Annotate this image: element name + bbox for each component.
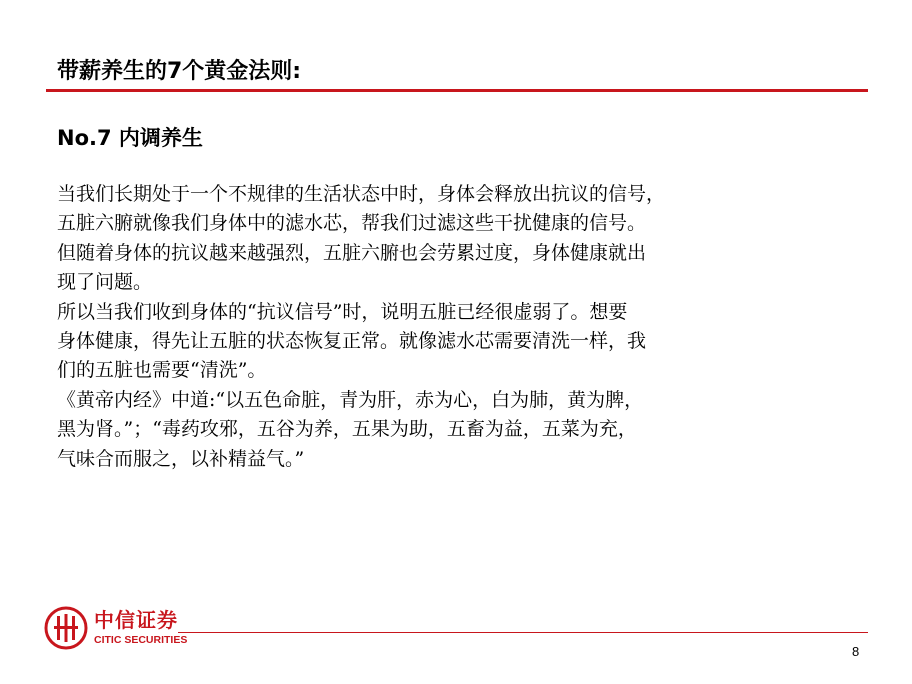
body-line: 但随着身体的抗议越来越强烈，五脏六腑也会劳累过度，身体健康就出	[57, 241, 647, 264]
body-line: 当我们长期处于一个不规律的生活状态中时，身体会释放出抗议的信号，	[57, 183, 666, 205]
body-line: 身体健康，得先让五脏的状态恢复正常。就像滤水芯需要清洗一样，我	[57, 330, 647, 353]
citic-logo-icon	[44, 606, 88, 650]
body-paragraph	[57, 180, 865, 474]
footer-divider	[178, 632, 868, 633]
body-line: 们的五脏也需要“清洗”。	[57, 359, 267, 382]
body-line: 黑为肾。”；“毒药攻邪，五谷为养，五果为助，五畜为益，五菜为充，	[57, 418, 637, 441]
logo-english-name: CITIC SECURITIES	[94, 634, 188, 646]
body-line: 气味合而服之，以补精益气。”	[57, 447, 305, 470]
title-divider	[46, 89, 868, 92]
page-number: 8	[852, 644, 860, 659]
slide-title: 带薪养生的7个黄金法则:	[57, 59, 302, 84]
body-line: 现了问题。	[57, 271, 153, 294]
section-heading: No.7 内调养生	[57, 126, 203, 150]
body-line: 五脏六腑就像我们身体中的滤水芯，帮我们过滤这些干扰健康的信号。	[57, 212, 647, 235]
body-line: 《黄帝内经》中道:“以五色命脏，青为肝，赤为心，白为肺，黄为脾，	[57, 388, 644, 411]
logo-chinese-name: 中信证券	[94, 608, 178, 632]
body-line: 所以当我们收到身体的“抗议信号”时，说明五脏已经很虚弱了。想要	[57, 300, 628, 323]
company-logo	[44, 604, 194, 652]
